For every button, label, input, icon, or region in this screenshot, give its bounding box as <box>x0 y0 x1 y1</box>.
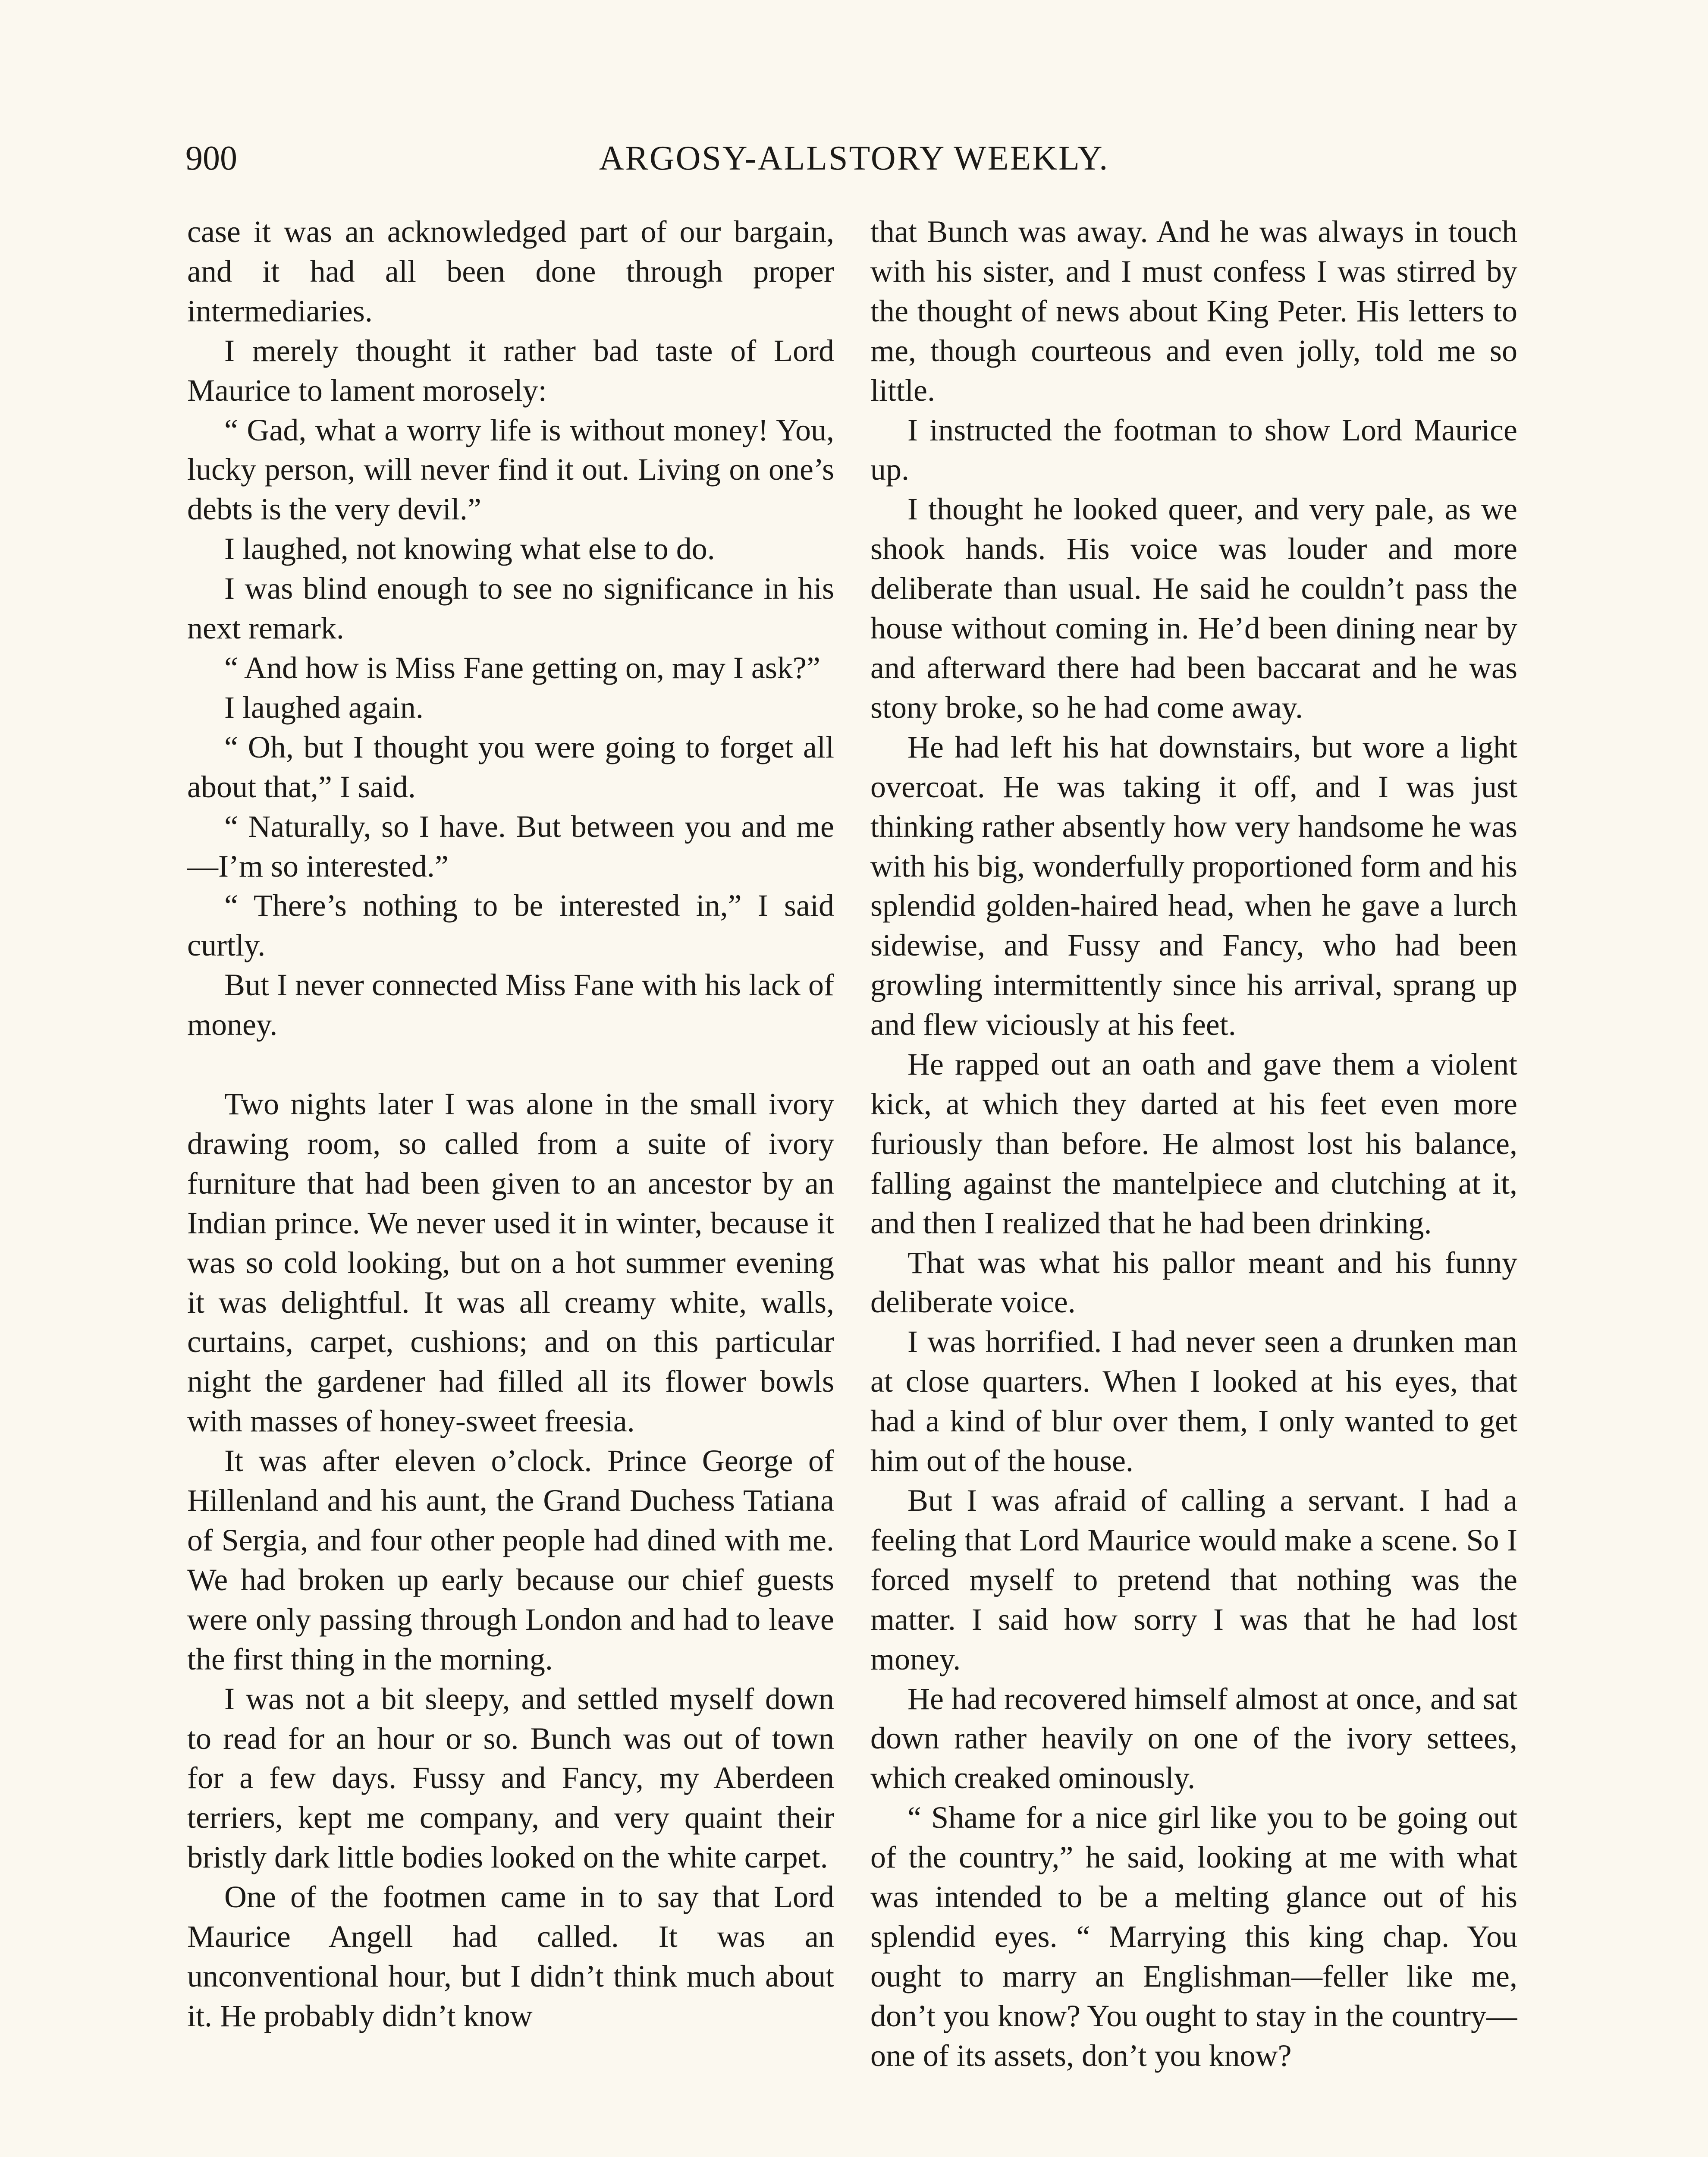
paragraph: He had left his hat downstairs, but wore a light overcoat. He was taking it off, and I was just thinking rather absently how very handsome he was with his big, wonderfully proportioned form and his splendid golden-haired head, when he gave a lurch sidewise, and Fussy and Fancy, who had been growling intermittently since his arrival, sprang up and flew viciously at his feet. <box>870 729 1517 1042</box>
paragraph: “ And how is Miss Fane getting on, may I ask?” <box>224 650 820 685</box>
paragraph: Two nights later I was alone in the small ivory drawing room, so called from a suite of ivory furniture that had been given to an ancestor by an Indian prince. We never used it in winter, because it was so cold looking, but on a hot summer evening it was delightful. It was all creamy white, walls, curtains, carpet, cushions; and on this particular night the gardener had filled all its flower bowls with masses of honey-sweet freesia. <box>187 1087 834 1439</box>
left-text-column <box>187 212 834 2157</box>
paragraph: I merely thought it rather bad taste of Lord Maurice to lament morosely: <box>187 333 834 408</box>
paragraph: “ Oh, but I thought you were going to forget all about that,” I said. <box>187 729 834 804</box>
paragraph: I laughed, not knowing what else to do. <box>224 531 715 566</box>
paragraph: One of the footmen came in to say that Lord Maurice Angell had called. It was an unconventional hour, but I didn’t think much about it. He probably didn’t know <box>187 1880 834 2033</box>
paragraph: I was blind enough to see no significance in his next remark. <box>187 571 834 646</box>
paragraph: “ Gad, what a worry life is without money! You, lucky person, will never find it out. Living on one’s debts is the very devil.” <box>187 412 834 527</box>
running-title: ARGOSY-ALLSTORY WEEKLY. <box>599 139 1109 177</box>
paragraph: “ There’s nothing to be interested in,” I said curtly. <box>187 888 834 963</box>
paragraph: He had recovered himself almost at once, and sat down rather heavily on one of the ivory settees, which creaked ominously. <box>870 1681 1517 1795</box>
paragraph: I was horrified. I had never seen a drunken man at close quarters. When I looked at his eyes, that had a kind of blur over them, I only wanted to get him out of the house. <box>870 1324 1517 1478</box>
page-number: 900 <box>185 139 237 177</box>
page-header <box>185 135 1523 182</box>
paragraph: I thought he looked queer, and very pale, as we shook hands. His voice was louder and more deliberate than usual. He said he couldn’t pass the house without coming in. He’d been dining near by and afterward there had been baccarat and he was stony broke, so he had come away. <box>870 492 1517 725</box>
paragraph: I was not a bit sleepy, and settled myself down to read for an hour or so. Bunch was out of town for a few days. Fussy and Fancy, my Aberdeen terriers, kept me company, and very quaint their bristly dark little bodies looked on the white carpet. <box>187 1681 834 1875</box>
paragraph: case it was an acknowledged part of our bargain, and it had all been done through proper intermediaries. <box>187 214 834 328</box>
paragraph: “ Naturally, so I have. But between you and me—I’m so interested.” <box>187 809 834 884</box>
paragraph: “ Shame for a nice girl like you to be going out of the country,” he said, looking at me with what was intended to be a melting glance out of his splendid eyes. “ Marrying this king chap. You ought to marry an Englishman—feller like me, don’t you know? You ought to stay in the country—one of its assets, don’t you know? <box>870 1800 1517 2073</box>
paragraph: But I never connected Miss Fane with his lack of money. <box>187 968 834 1042</box>
paragraph: I laughed again. <box>224 690 424 725</box>
paragraph: That was what his pallor meant and his funny deliberate voice. <box>870 1245 1517 1320</box>
paragraph: I instructed the footman to show Lord Maurice up. <box>870 412 1517 487</box>
right-text-column <box>870 212 1517 2157</box>
paragraph: He rapped out an oath and gave them a violent kick, at which they darted at his feet even more furiously than before. He almost lost his balance, falling against the mantelpiece and clutching at it, and then I realized that he had been drinking. <box>870 1047 1517 1240</box>
paragraph: that Bunch was away. And he was always in touch with his sister, and I must confess I was stirred by the thought of news about King Peter. His letters to me, though courteous and even jolly, told me so little. <box>870 214 1517 408</box>
paragraph: It was after eleven o’clock. Prince George of Hillenland and his aunt, the Grand Duchess Tatiana of Sergia, and four other people had dined with me. We had broken up early because our chief guests were only passing through London and had to leave the first thing in the morning. <box>187 1443 834 1676</box>
paragraph: But I was afraid of calling a servant. I had a feeling that Lord Maurice would make a scene. So I forced myself to pretend that nothing was the matter. I said how sorry I was that he had lost money. <box>870 1483 1517 1676</box>
